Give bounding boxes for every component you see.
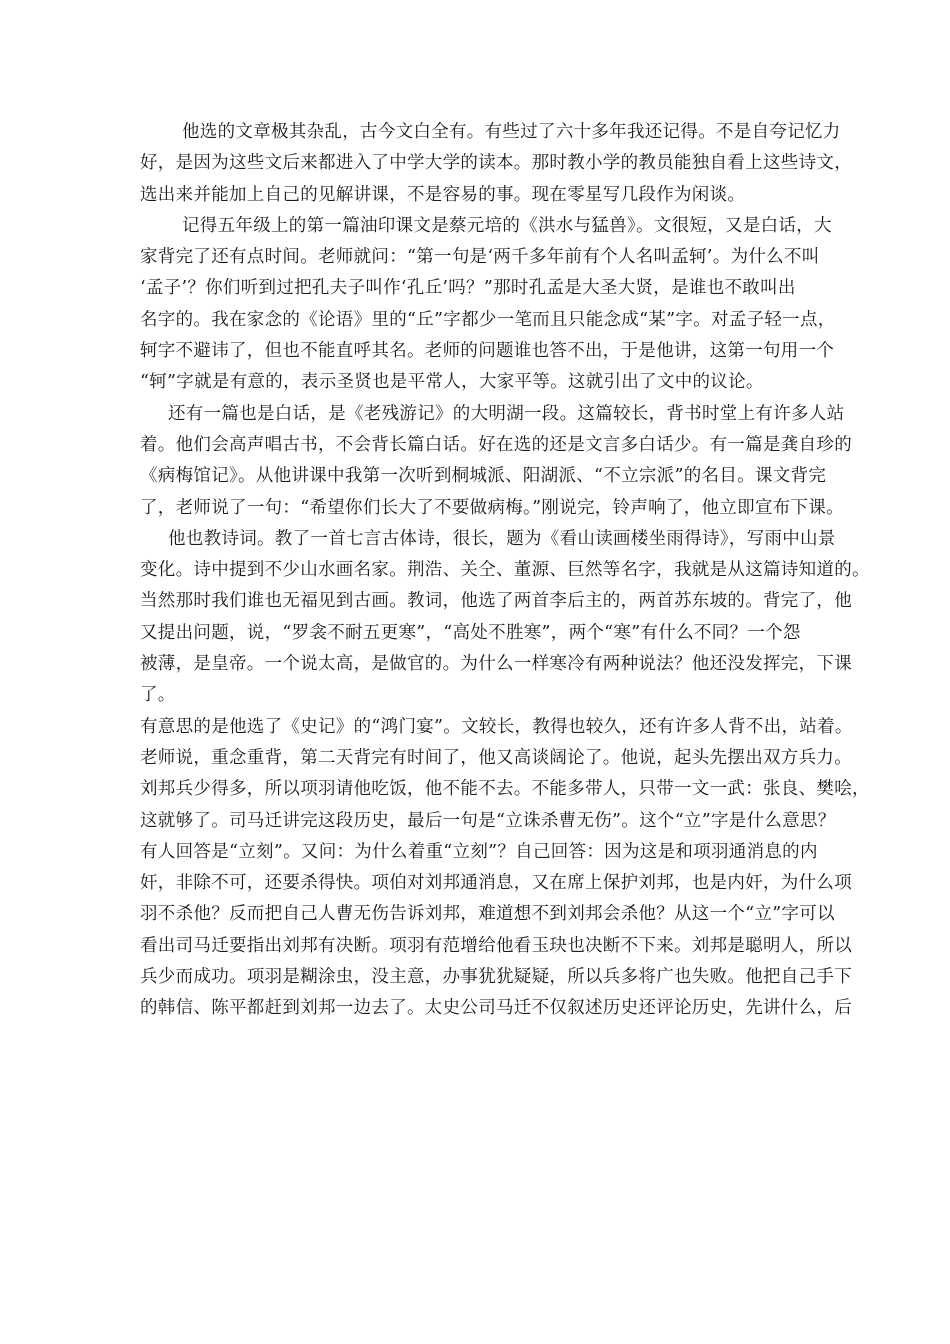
text-line: 的韩信、陈平都赶到刘邦一边去了。太史公司马迁不仅叙述历史还评论历史，先讲什么，后 <box>140 998 852 1019</box>
text-line: 有人回答是“立刻”。又问：为什么着重“立刻”？自己回答：因为这是和项羽通消息的内 <box>140 841 818 862</box>
text-line: 家背完了还有点时间。老师就问：“第一句是‘两千多年前有个人名叫孟轲’。为什么不叫 <box>140 247 820 268</box>
text-line: 还有一篇也是白话，是《老残游记》的大明湖一段。这篇较长，背书时堂上有许多人站 <box>168 403 845 424</box>
text-line: 《病梅馆记》。从他讲课中我第一次听到桐城派、阳湖派、“不立宗派”的名目。课文背完 <box>140 466 827 487</box>
paragraph-4 <box>140 524 870 712</box>
text-line: 他选的文章极其杂乱，古今文白全有。有些过了六十多年我还记得。不是自夸记忆力 <box>182 122 841 142</box>
paragraph-1 <box>140 117 852 211</box>
text-line: 这就够了。司马迁讲完这段历史，最后一句是“立诛杀曹无伤”。这个“立”字是什么意思？ <box>140 810 836 831</box>
text-line: 刘邦兵少得多，所以项羽请他吃饭，他不能不去。不能多带人，只带一文一武：张良、樊哙， <box>140 779 870 800</box>
text-line: 了。 <box>140 685 176 706</box>
text-line: 着。他们会高声唱古书，不会背长篇白话。好在选的还是文言多白话少。有一篇是龚自珍的 <box>140 434 852 455</box>
text-line: 又提出问题，说，“罗衾不耐五更寒”，“高处不胜寒”，两个“寒”有什么不同？一个怨 <box>140 622 801 643</box>
text-line: 名字的。我在家念的《论语》里的“丘”字都少一笔而且只能念成“某”字。对孟子轻一点， <box>140 309 836 330</box>
text-line: 羽不杀他？反而把自己人曹无伤告诉刘邦，难道想不到刘邦会杀他？从这一个“立”字可以 <box>140 904 835 925</box>
text-line: 记得五年级上的第一篇油印课文是蔡元培的《洪水与猛兽》。文很短，又是白话，大 <box>182 215 832 236</box>
text-line: “轲”字就是有意的，表示圣贤也是平常人，大家平等。这就引出了文中的议论。 <box>140 372 764 393</box>
text-line: 被薄，是皇帝。一个说太高，是做官的。为什么一样寒冷有两种说法？他还没发挥完，下课 <box>140 654 852 675</box>
text-line: 选出来并能加上自己的见解讲课，不是容易的事。现在零星写几段作为闲谈。 <box>140 184 746 205</box>
text-line: 当然那时我们谁也无福见到古画。教词，他选了两首李后主的，两首苏东坡的。背完了，他 <box>140 591 852 612</box>
article-body <box>140 117 870 1025</box>
text-line: 有意思的是他选了《史记》的“鸿门宴”。文较长，教得也较久，还有许多人背不出，站着。 <box>140 716 853 737</box>
paragraph-5 <box>140 712 870 1025</box>
text-line: 兵少而成功。项羽是糊涂虫，没主意，办事犹犹疑疑，所以兵多将广也失败。他把自己手下 <box>140 967 852 988</box>
paragraph-3 <box>140 399 852 524</box>
text-line: 轲字不避讳了，但也不能直呼其名。老师的问题谁也答不出，于是他讲，这第一句用一个 <box>140 341 835 362</box>
text-line: 了，老师说了一句：“希望你们长大了不要做病梅。”刚说完，铃声响了，他立即宣布下课。 <box>140 497 844 518</box>
text-line: 他也教诗词。教了一首七言古体诗，很长，题为《看山读画楼坐雨得诗》，写雨中山景 <box>168 528 836 549</box>
text-line: 好，是因为这些文后来都进入了中学大学的读本。那时教小学的教员能独自看上这些诗文， <box>140 153 852 174</box>
text-line: 看出司马迁要指出刘邦有决断。项羽有范增给他看玉玦也决断不下来。刘邦是聪明人，所以 <box>140 935 852 956</box>
text-line: 老师说，重念重背，第二天背完有时间了，他又高谈阔论了。他说，起头先摆出双方兵力。 <box>140 747 852 768</box>
text-line: 变化。诗中提到不少山水画名家。荆浩、关仝、董源、巨然等名字，我就是从这篇诗知道的。 <box>140 560 870 581</box>
text-line: ‘孟子’？你们听到过把孔夫子叫作‘孔丘’吗？”那时孔孟是大圣大贤，是谁也不敢叫出 <box>140 278 796 299</box>
paragraph-2 <box>140 211 836 399</box>
text-line: 奸，非除不可，还要杀得快。项伯对刘邦通消息，又在席上保护刘邦，也是内奸，为什么项 <box>140 873 852 894</box>
